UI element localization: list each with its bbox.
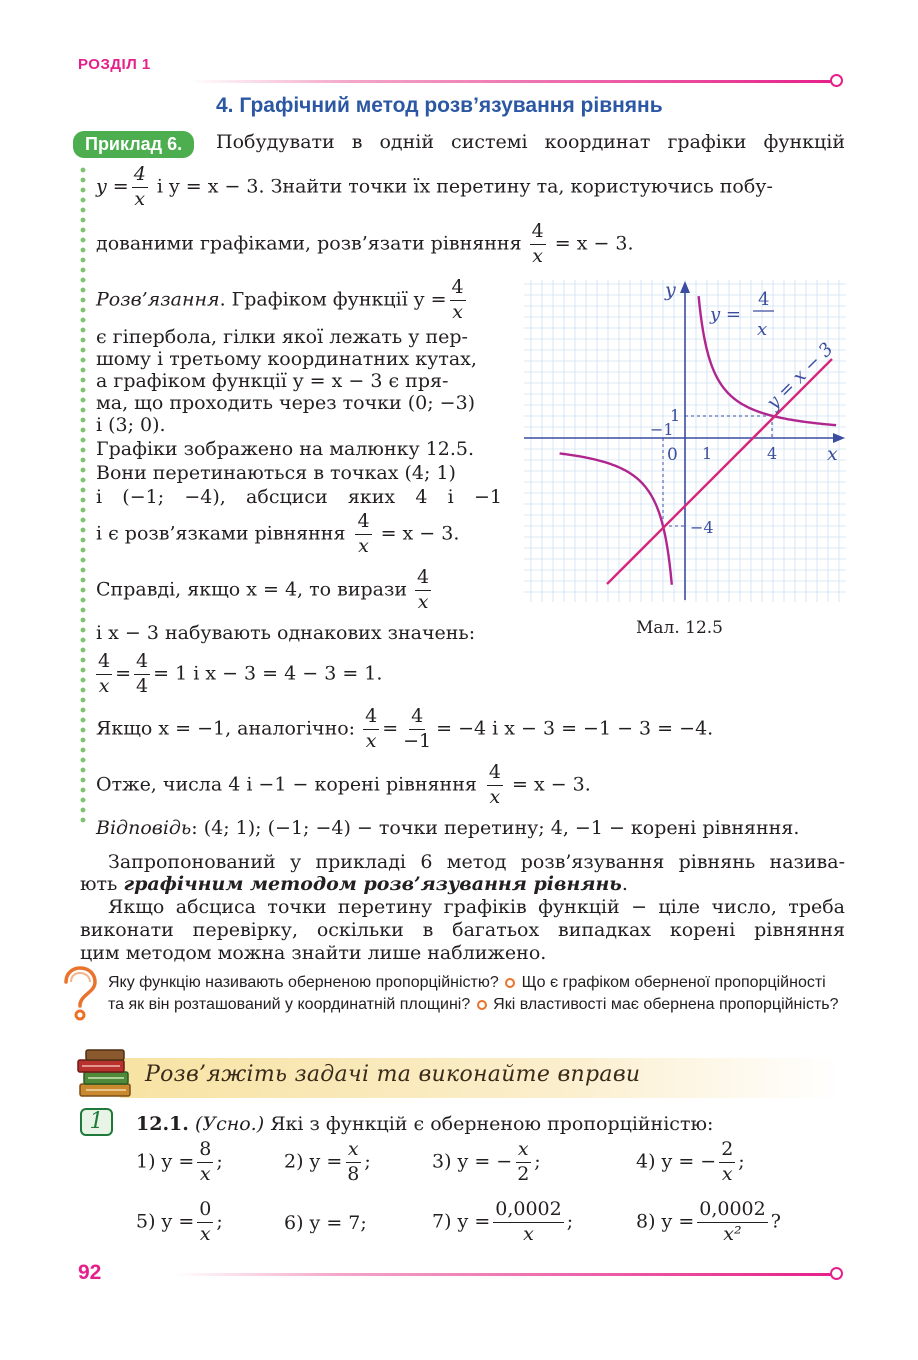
footer-rule-ring <box>830 1267 843 1280</box>
example-line-3: дованими графіками, розв’язати рівняння $\frac{4}{x}$ = x − 3. <box>96 220 634 267</box>
tick-label-4x: 4 <box>767 444 778 463</box>
example-badge: Приклад 6. <box>73 131 194 158</box>
exercises-banner-title: Розв’яжіть задачі та виконайте вправи <box>145 1062 641 1087</box>
figure-caption: Мал. 12.5 <box>636 618 724 638</box>
example-margin-dots <box>80 165 86 825</box>
hyperbola-branch-3 <box>560 453 672 584</box>
solution-line-2: є гіпербола, гілки якої лежать у пер- <box>96 326 468 348</box>
solution-line-15: Отже, числа 4 і −1 − корені рівняння $\frac{4}{x}$ = x − 3. <box>96 761 591 808</box>
exercise-header: 12.1. (Усно.) Які з функцій є оберненою пропорційністю: <box>136 1113 714 1135</box>
solution-line-3: шому і третьому координатних кутах, <box>96 348 477 370</box>
line-label: y = x − 3 <box>762 338 838 414</box>
solution-line-10: і є розв’язками рівняння $\frac{4}{x}$ = x − 3. <box>96 510 460 557</box>
hyperbola-label-y: y = <box>710 304 741 325</box>
tick-label-1x: 1 <box>702 444 713 463</box>
solution-line-14: Якщо x = −1, аналогічно: $\frac{4}{x}$ = $\frac{4}{-1}$ = −4 і x − 3 = −1 − 3 = −4. <box>96 705 714 752</box>
tick-label-1y: 1 <box>670 406 681 425</box>
exercise-item-7: 7) y = $\frac{0,0002}{x}$ ; <box>432 1198 574 1245</box>
solution-line-13: $\frac{4}{x}$ = $\frac{4}{4}$ = 1 і x − 3 = 4 − 3 = 1. <box>98 650 383 697</box>
answer-line: Відповідь: (4; 1); (−1; −4) − точки перетину; 4, −1 − корені рівняння. <box>96 817 800 839</box>
exercise-item-5: 5) y = $\frac{0}{x}$ ; <box>136 1198 223 1245</box>
solution-line-6: і (3; 0). <box>96 414 166 436</box>
exercise-item-2: 2) y = $\frac{x}{8}$ ; <box>284 1138 371 1185</box>
footer-rule <box>175 1273 832 1276</box>
x-axis-label: x <box>827 443 838 465</box>
solution-line-1: Розв’язання. Графіком функції y = $\frac{4}{x}$ <box>96 276 464 323</box>
solution-line-11: Справді, якщо x = 4, то вирази $\frac{4}{x}$ <box>96 566 430 613</box>
y-axis-label: y <box>665 280 676 301</box>
level-badge: 1 <box>80 1108 113 1136</box>
bullet-ring-icon <box>477 1000 487 1010</box>
origin-label: 0 <box>667 445 678 465</box>
example-line-1: Побудувати в одній системі координат графіки функцій <box>216 131 845 153</box>
question-mark-icon <box>58 966 98 1022</box>
solution-line-4: а графіком функції y = x − 3 є пря- <box>96 370 449 392</box>
paragraph-1-line-1: Запропонований у прикладі 6 метод розв’язування рівнянь назива- <box>108 851 845 873</box>
paragraph-2-line-2: виконати перевірку, оскільки в багатьох випадках корені рівняння <box>80 919 845 941</box>
y-axis <box>680 281 690 600</box>
solution-line-12: і x − 3 набувають однакових значень: <box>96 622 476 644</box>
solution-line-8: Вони перетинаються в точках (4; 1) <box>96 462 456 484</box>
hyperbola-label-den: x <box>757 319 768 340</box>
section-label: РОЗДІЛ 1 <box>78 56 151 73</box>
tick-label-m4y: −4 <box>690 518 714 537</box>
bullet-ring-icon <box>505 978 515 988</box>
solution-line-7: Графіки зображено на малюнку 12.5. <box>96 438 475 460</box>
hyperbola-label-num: 4 <box>758 289 770 310</box>
tick-label-m1x: −1 <box>650 420 674 439</box>
figure-graph <box>524 280 846 602</box>
exercise-item-6: 6) y = 7; <box>284 1212 367 1234</box>
header-rule <box>190 80 832 83</box>
solution-line-5: ма, що проходить через точки (0; −3) <box>96 392 476 414</box>
header-rule-ring <box>830 74 843 87</box>
paragraph-2-line-3: цим методом можна знайти лише наближено. <box>80 942 547 964</box>
exercise-item-1: 1) y = $\frac{8}{x}$ ; <box>136 1138 223 1185</box>
exercise-item-4: 4) y = − $\frac{2}{x}$ ; <box>636 1138 745 1185</box>
page-number: 92 <box>78 1261 102 1284</box>
books-icon <box>76 1048 134 1100</box>
exercise-item-8: 8) y = $\frac{0,0002}{\text{x²}}$ ? <box>636 1198 781 1245</box>
review-questions: Яку функцію називають оберненою пропорційністю? Що є графіком оберненої пропорційності та як він розташований у координатній площині? Які властивості має обернена пропорційність? <box>108 974 839 1013</box>
solution-line-9: і (−1; −4), абсциси яких 4 і −1 <box>96 486 502 508</box>
example-line-2: y = $\frac{4}{x}$ і y = x − 3. Знайти точки їх перетину та, користуючись побу- <box>96 163 773 210</box>
exercise-item-3: 3) y = − $\frac{x}{2}$ ; <box>432 1138 541 1185</box>
paragraph-2-line-1: Якщо абсциса точки перетину графіків функцій − ціле число, треба <box>108 896 845 918</box>
paragraph-1-line-2: ють графічним методом розв’язування рівнянь. <box>80 873 628 895</box>
page-title: 4. Графічний метод розв’язування рівнянь <box>216 94 663 117</box>
